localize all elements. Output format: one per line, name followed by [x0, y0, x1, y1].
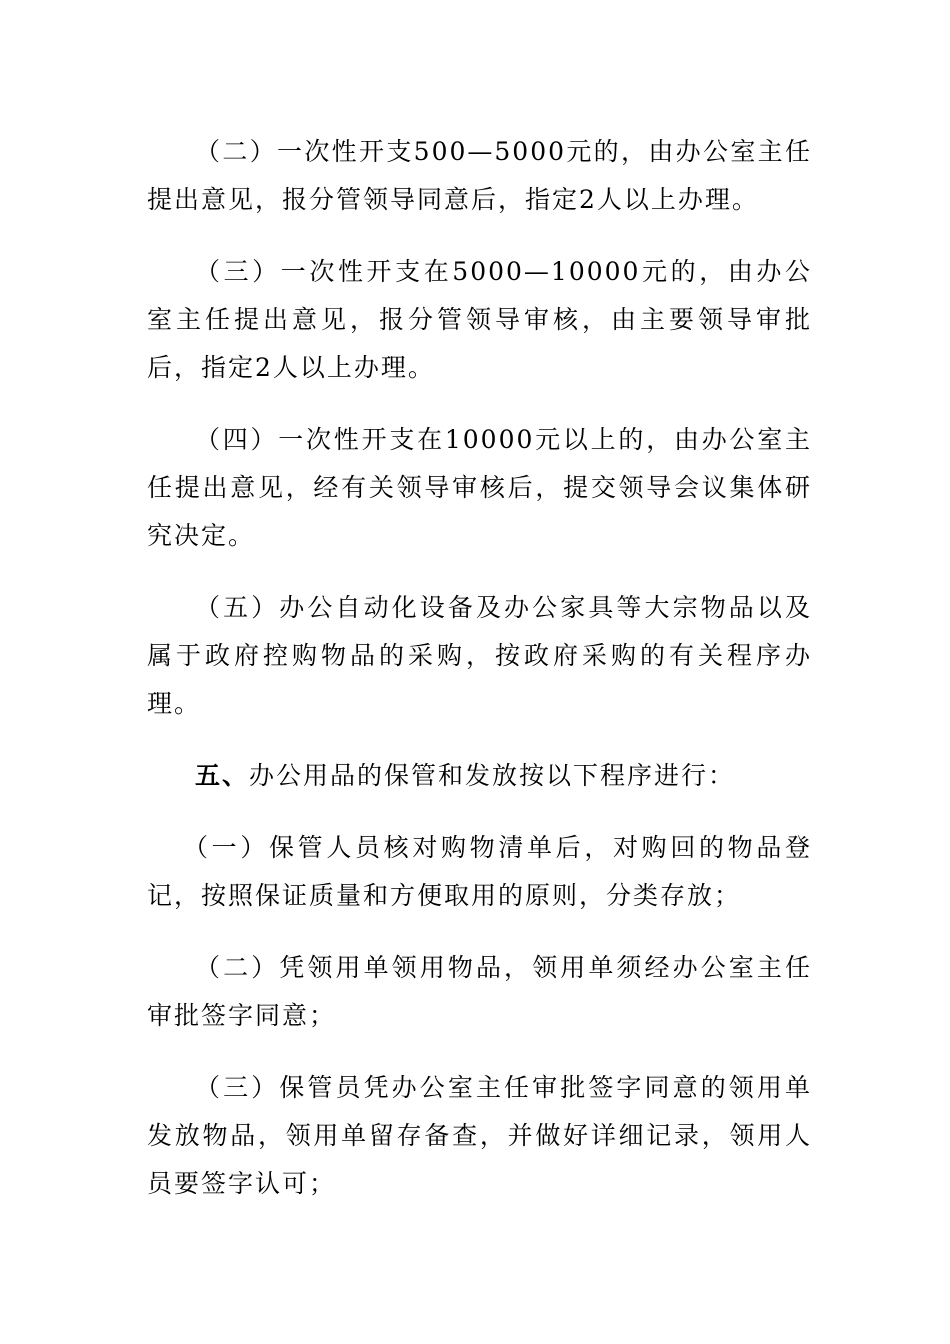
- section-number: 五、: [195, 761, 250, 790]
- paragraph-item-3: （三）一次性开支在5000—10000元的，由办公室主任提出意见，报分管领导审核，由主要领导审批后，指定2人以上办理。: [147, 257, 812, 382]
- list-item-2: （二）凭领用单领用物品，领用单须经办公室主任审批签字同意；: [147, 953, 812, 1030]
- section-heading-text: 办公用品的保管和发放按以下程序进行：: [249, 761, 736, 790]
- paragraph-item-2: （二）一次性开支500—5000元的，由办公室主任提出意见，报分管领导同意后，指定2人以上办理。: [147, 137, 812, 214]
- paragraph-item-5: （五）办公自动化设备及办公家具等大宗物品以及属于政府控购物品的采购，按政府采购的有关程序办理。: [147, 593, 812, 718]
- document-body: [147, 128, 812, 1232]
- list-item-3: （三）保管员凭办公室主任审批签字同意的领用单发放物品，领用单留存备查，并做好详细记录，领用人员要签字认可；: [147, 1073, 812, 1198]
- paragraph-item-4: （四）一次性开支在10000元以上的，由办公室主任提出意见，经有关领导审核后，提交领导会议集体研究决定。: [147, 425, 812, 550]
- section-heading: [147, 752, 812, 800]
- list-item-1: （一）保管人员核对购物清单后，对购回的物品登记，按照保证质量和方便取用的原则，分类存放；: [147, 833, 812, 910]
